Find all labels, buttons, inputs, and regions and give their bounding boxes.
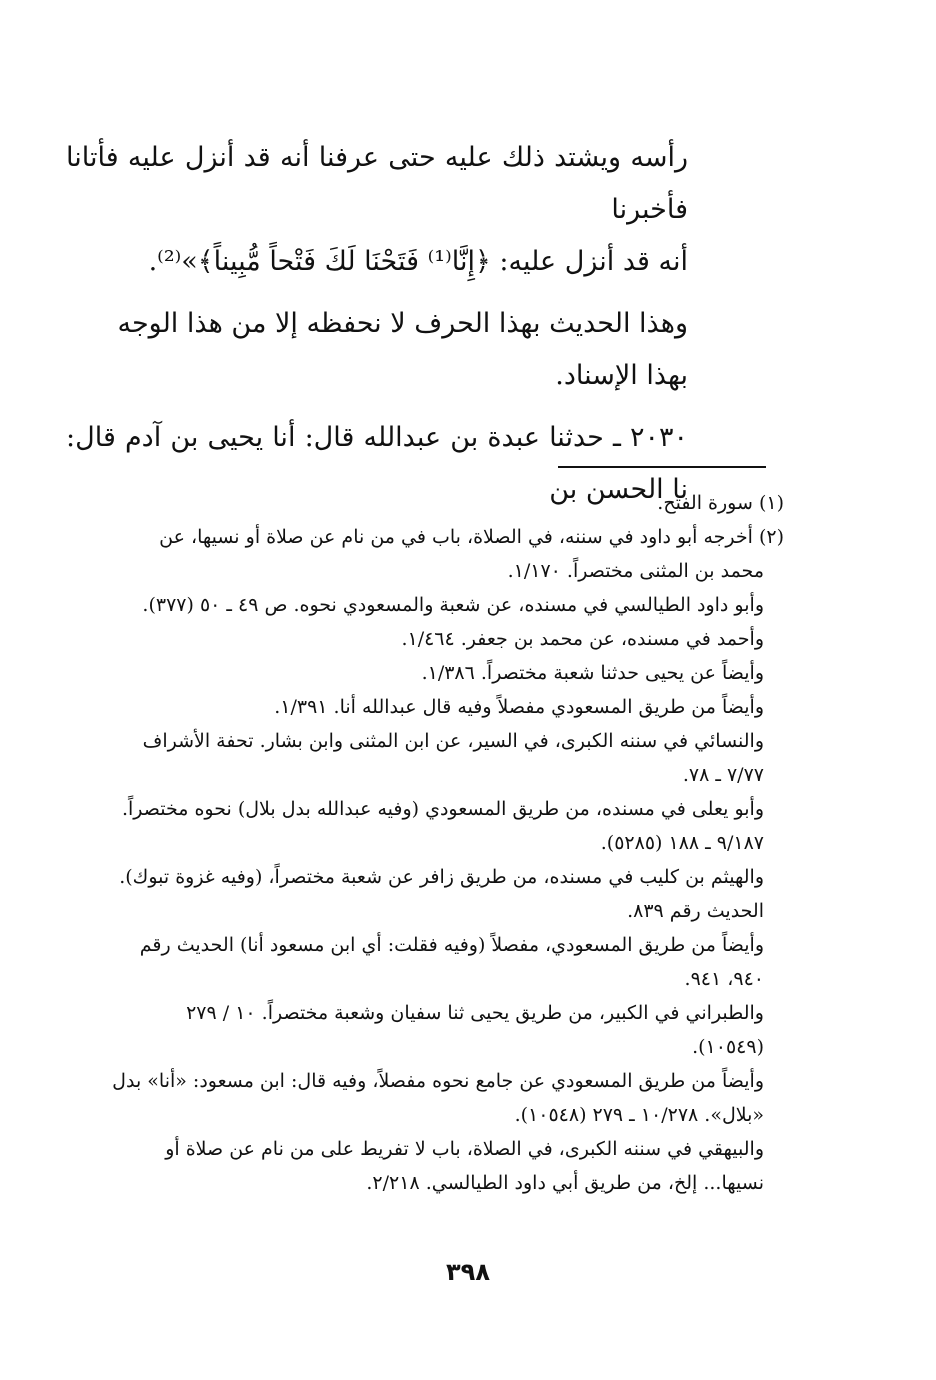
footnote-line: والهيثم بن كليب في مسنده، من طريق زافر عن شعبة مختصراً، (وفيه غزوة تبوك).	[119, 866, 764, 888]
footnote-line: والنسائي في سننه الكبرى، في السير، عن ابن المثنى وابن بشار. تحفة الأشراف	[142, 730, 764, 752]
footnotes	[66, 486, 784, 1200]
text-line: رأسه ويشتد ذلك عليه حتى عرفنا أنه قد أنزل عليه فأتانا فأخبرنا	[66, 142, 688, 225]
footnote-line: وأيضاً من طريق المسعودي عن جامع نحوه مفصلاً، وفيه قال: ابن مسعود: «أنا» بدل	[112, 1070, 764, 1092]
footnote-line: «بلال». ١٠/٢٧٨ ـ ٢٧٩ (١٠٥٤٨).	[514, 1104, 764, 1126]
footnote-line: وأحمد في مسنده، عن محمد بن جعفر. ١/٤٦٤.	[401, 628, 764, 650]
footnote-line: (١) سورة الفتح.	[657, 492, 784, 514]
paragraph-hadith-end	[66, 132, 688, 288]
footnote-line: وأيضاً عن يحيى حدثنا شعبة مختصراً. ١/٣٨٦.	[421, 662, 764, 684]
footnote-line: وأبو داود الطيالسي في مسنده، عن شعبة والمسعودي نحوه. ص ٤٩ ـ ٥٠ (٣٧٧).	[142, 594, 764, 616]
paragraph-commentary	[66, 298, 688, 402]
footnote-line: ٧/٧٧ ـ ٧٨.	[682, 764, 764, 786]
footnote-line: الحديث رقم ٨٣٩.	[627, 900, 764, 922]
footnote-line: والبيهقي في سننه الكبرى، في الصلاة، باب لا تفريط على من نام عن صلاة أو	[165, 1138, 764, 1160]
footnote-line: وأيضاً من طريق المسعودي، مفصلاً (وفيه فقلت: أي ابن مسعود أنا) الحديث رقم	[139, 934, 764, 956]
text-line: ٢٠٣٠ ـ حدثنا عبدة بن عبدالله قال: أنا يحيى بن آدم قال: نا الحسن بن	[66, 422, 688, 505]
footnote-line: ٩٤٠، ٩٤١.	[684, 968, 764, 990]
page-number: ٣٩٨	[446, 1258, 490, 1286]
footnote-line: (٢) أخرجه أبو داود في سننه، في الصلاة، باب في من نام عن صلاة أو نسيها، عن	[159, 526, 784, 548]
footnote-line: ٩/١٨٧ ـ ١٨٨ (٥٢٨٥).	[600, 832, 764, 854]
footnote-line: نسيها... إلخ، من طريق أبي داود الطيالسي. ٢/٢١٨.	[366, 1172, 764, 1194]
footnote-line: وأبو يعلى في مسنده، من طريق المسعودي (وفيه عبدالله بدل بلال) نحوه مختصراً.	[121, 798, 764, 820]
text-line: بهذا الإسناد.	[555, 360, 688, 391]
footnote-line: وأيضاً من طريق المسعودي مفصلاً وفيه قال عبدالله أنا. ١/٣٩١.	[274, 696, 764, 718]
text-line: وهذا الحديث بهذا الحرف لا نحفظه إلا من هذا الوجه	[117, 308, 688, 339]
footnote-divider	[558, 466, 766, 468]
footnote-line: والطبراني في الكبير، من طريق يحيى ثنا سفيان وشعبة مختصراً. ١٠ / ٢٧٩	[186, 1002, 764, 1024]
footnote-line: (١٠٥٤٩).	[692, 1036, 764, 1058]
footnote-line: محمد بن المثنى مختصراً. ١/١٧٠.	[507, 560, 764, 582]
text-line: أنه قد أنزل عليه: ﴿إِنَّا⁽¹⁾ فَتَحْنَا لَكَ فَتْحاً مُّبِيناً﴾»⁽²⁾.	[148, 246, 688, 277]
